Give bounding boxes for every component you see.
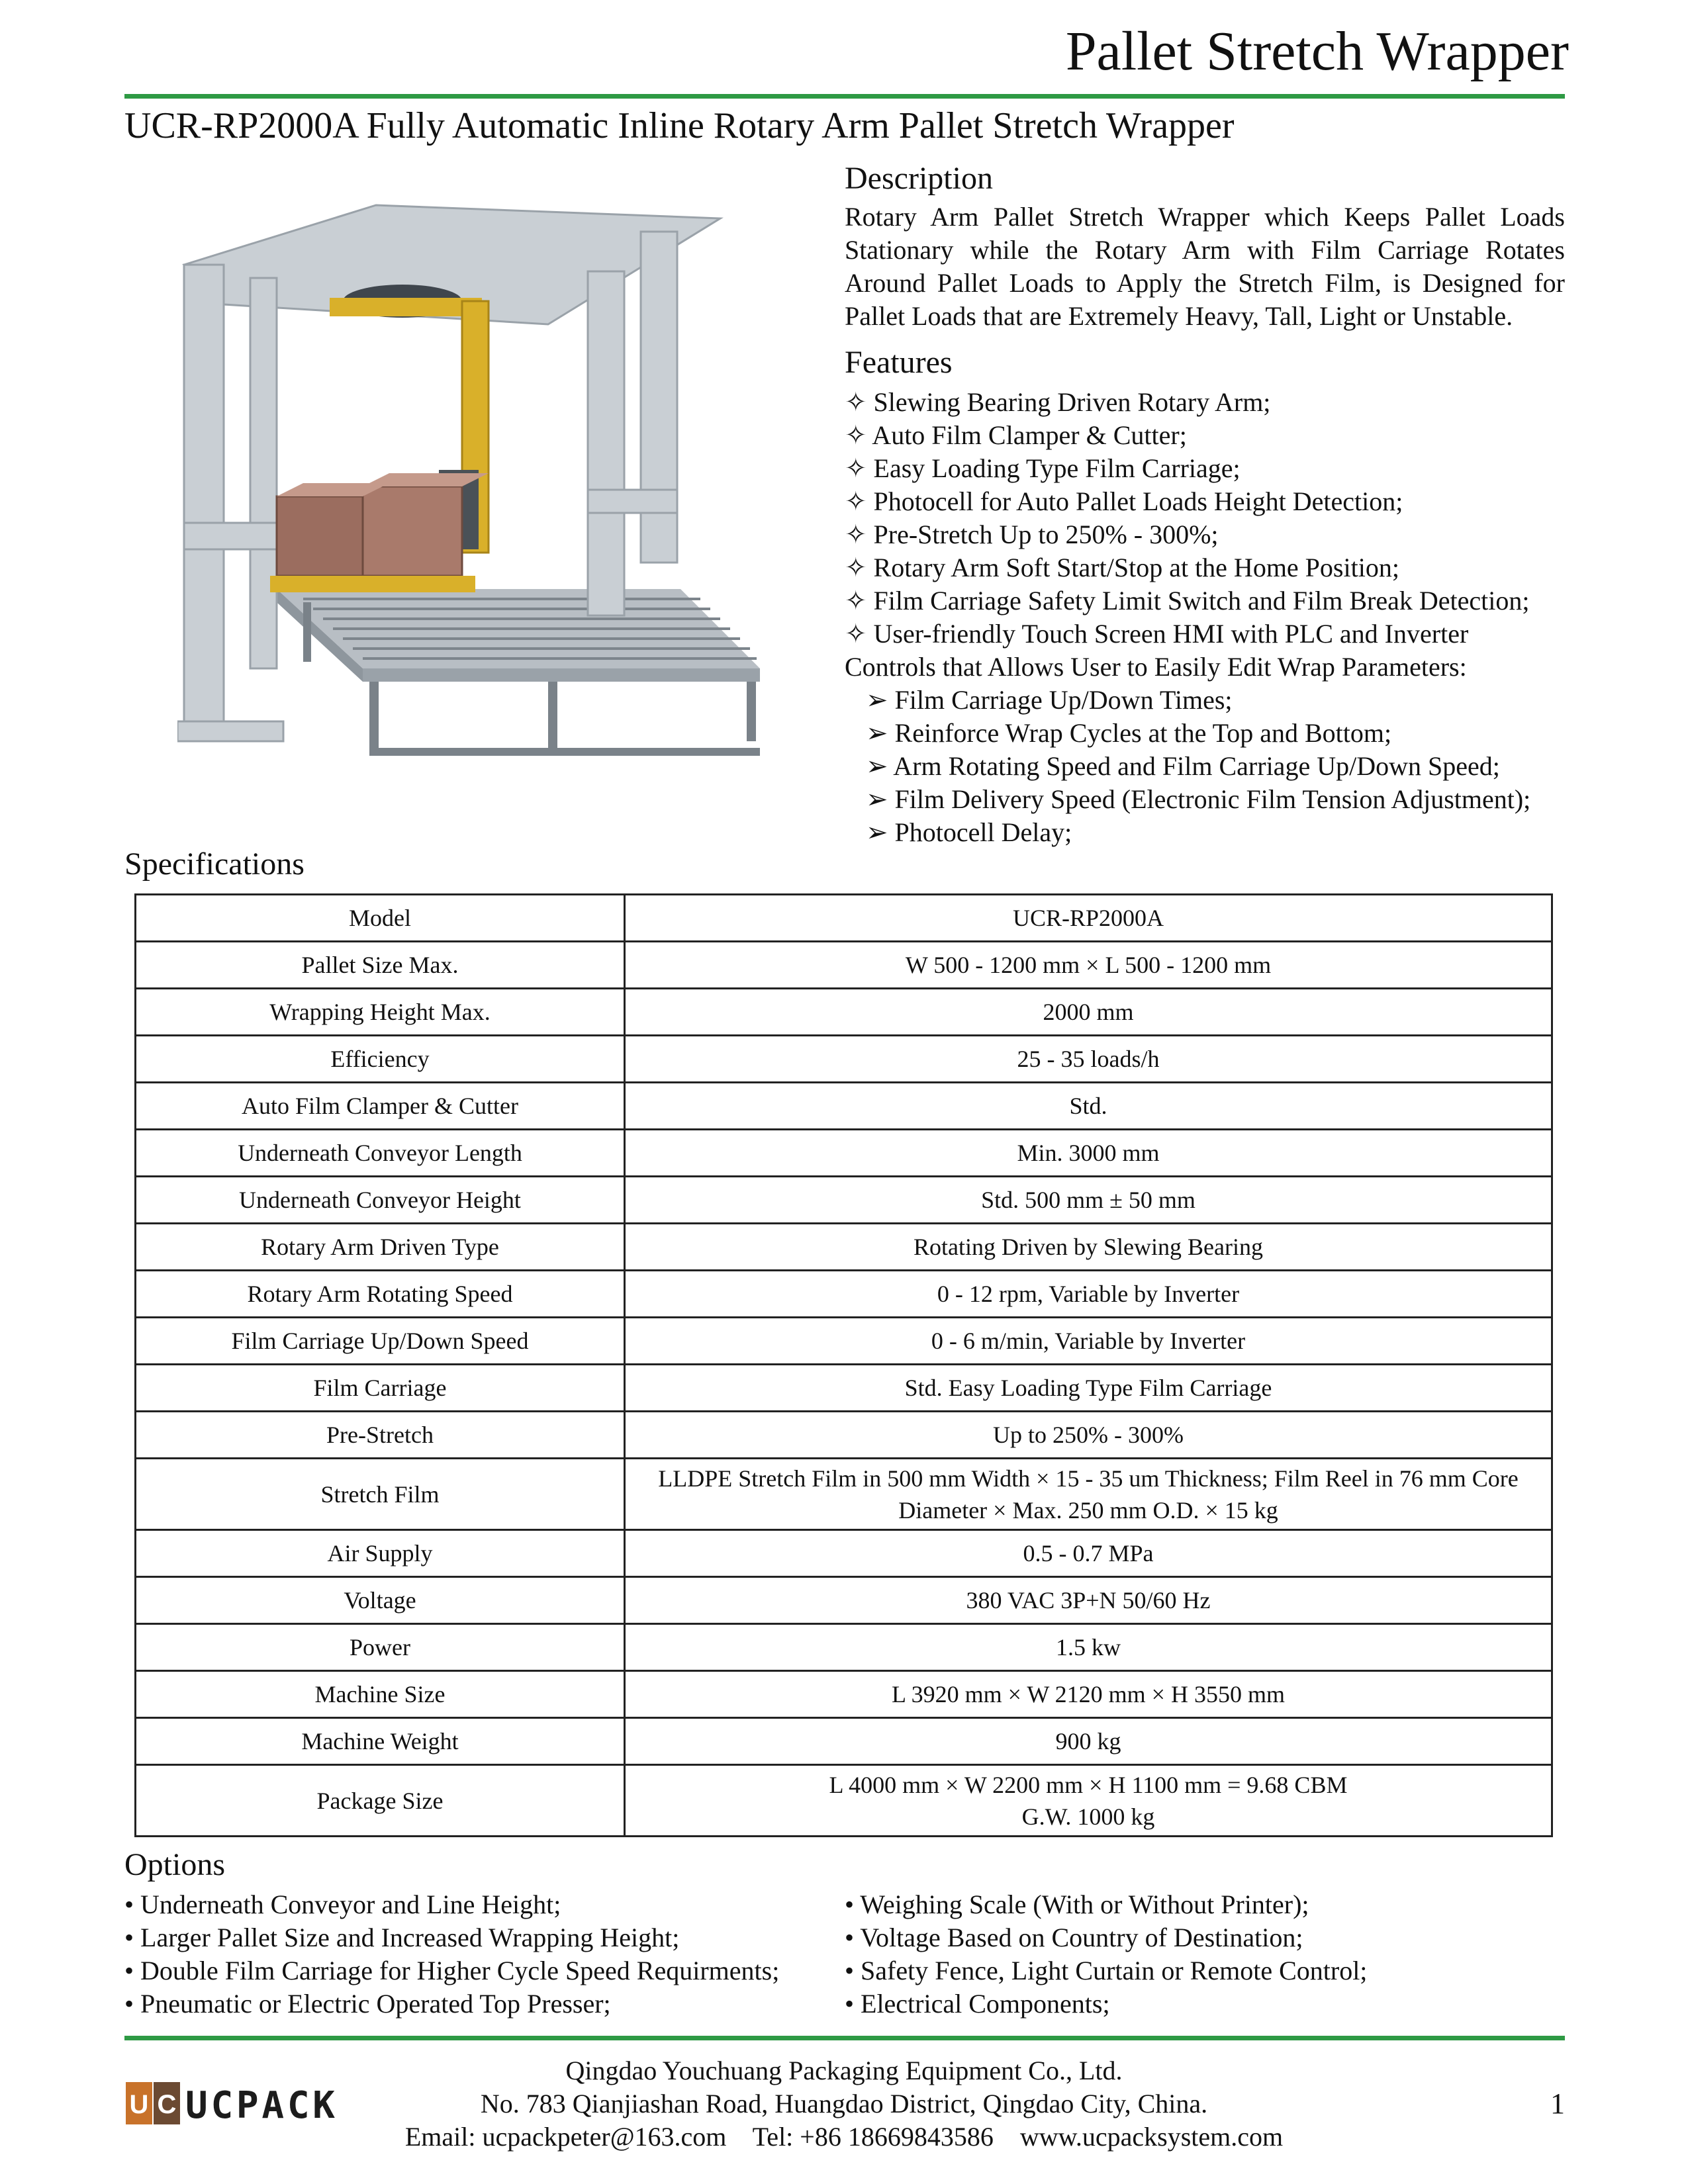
spec-value: Min. 3000 mm [625,1130,1552,1177]
spec-value: W 500 - 1200 mm × L 500 - 1200 mm [625,942,1552,989]
features-heading: Features [845,345,953,380]
feature-sub-item: ➢ Photocell Delay; [866,817,1072,847]
option-item: • Weighing Scale (With or Without Printer); [845,1889,1309,1919]
spec-key: Pre-Stretch [136,1412,625,1459]
table-row [136,1036,1552,1083]
feature-item: ✧ Slewing Bearing Driven Rotary Arm; [845,387,1271,417]
spec-value: 380 VAC 3P+N 50/60 Hz [625,1577,1552,1624]
header-rule [124,94,1565,99]
spec-key: Auto Film Clamper & Cutter [136,1083,625,1130]
table-row [136,1318,1552,1365]
logo-wordmark: UCPACK [185,2084,335,2127]
spec-value: Std. [625,1083,1552,1130]
description-text: Rotary Arm Pallet Stretch Wrapper which Keeps Pallet Loads Stationary while the Rotary Arm with Film Carriage Rotates Around Pallet Loads to Apply the Stretch Film, is Designed for Pallet Loads that are Extremely Heavy, Tall, Light or Unstable. [845,202,1565,331]
table-row [136,1365,1552,1412]
spec-key: Voltage [136,1577,625,1624]
spec-value: L 3920 mm × W 2120 mm × H 3550 mm [625,1671,1552,1718]
feature-sub-item: ➢ Film Carriage Up/Down Times; [866,685,1233,715]
logo-letter-c: C [157,2090,177,2119]
spec-key: Film Carriage Up/Down Speed [136,1318,625,1365]
logo-letter-u: U [129,2090,149,2119]
spec-key: Model [136,895,625,942]
footer-rule [124,2036,1565,2040]
table-row [136,1765,1552,1837]
feature-item: ✧ Easy Loading Type Film Carriage; [845,453,1241,483]
ucpack-logo [126,2078,338,2128]
spec-value: UCR-RP2000A [625,895,1552,942]
spec-key: Rotary Arm Driven Type [136,1224,625,1271]
table-row [136,1224,1552,1271]
spec-key: Rotary Arm Rotating Speed [136,1271,625,1318]
table-row [136,1130,1552,1177]
table-row [136,1624,1552,1671]
table-row [136,1671,1552,1718]
feature-item: ✧ User-friendly Touch Screen HMI with PLC and Inverter [845,619,1469,649]
spec-table [134,893,1553,1837]
spec-key: Machine Weight [136,1718,625,1765]
footer-company: Qingdao Youchuang Packaging Equipment Co., Ltd. [565,2056,1123,2085]
spec-value-line: L 4000 mm × W 2200 mm × H 1100 mm = 9.68 CBM [829,1771,1348,1798]
feature-sub-item: ➢ Film Delivery Speed (Electronic Film Tension Adjustment); [866,784,1531,814]
specifications-heading: Specifications [124,846,305,882]
spec-value: 25 - 35 loads/h [625,1036,1552,1083]
spec-value: 900 kg [625,1718,1552,1765]
feature-item: ✧ Pre-Stretch Up to 250% - 300%; [845,520,1219,549]
machine-image [177,192,800,788]
table-row [136,1083,1552,1130]
table-row [136,942,1552,989]
option-item: • Electrical Components; [845,1989,1110,2019]
spec-key: Underneath Conveyor Length [136,1130,625,1177]
spec-key: Film Carriage [136,1365,625,1412]
spec-value: Std. 500 mm ± 50 mm [625,1177,1552,1224]
spec-value-line: LLDPE Stretch Film in 500 mm Width × 15 - 35 um Thickness; Film Reel in 76 mm Core [658,1465,1519,1492]
spec-value: Rotating Driven by Slewing Bearing [625,1224,1552,1271]
footer-address: No. 783 Qianjiashan Road, Huangdao District, Qingdao City, China. [480,2089,1208,2118]
option-item: • Safety Fence, Light Curtain or Remote Control; [845,1956,1368,1985]
table-row [136,989,1552,1036]
spec-value: 0.5 - 0.7 MPa [625,1530,1552,1577]
feature-item: ✧ Rotary Arm Soft Start/Stop at the Home Position; [845,553,1399,582]
spec-value [625,1765,1552,1837]
table-row [136,1577,1552,1624]
table-row [136,1412,1552,1459]
option-item: • Pneumatic or Electric Operated Top Presser; [124,1989,611,2019]
option-item: • Larger Pallet Size and Increased Wrapping Height; [124,1923,680,1952]
spec-value: 0 - 6 m/min, Variable by Inverter [625,1318,1552,1365]
spec-key: Air Supply [136,1530,625,1577]
spec-key: Machine Size [136,1671,625,1718]
spec-value: 1.5 kw [625,1624,1552,1671]
spec-value: 2000 mm [625,989,1552,1036]
spec-key: Pallet Size Max. [136,942,625,989]
options-left-list [124,1888,779,2021]
spec-key: Stretch Film [136,1459,625,1530]
spec-key: Wrapping Height Max. [136,989,625,1036]
option-item: • Underneath Conveyor and Line Height; [124,1889,561,1919]
spec-key: Underneath Conveyor Height [136,1177,625,1224]
spec-key: Package Size [136,1765,625,1837]
description-heading: Description [845,161,993,196]
spec-key: Power [136,1624,625,1671]
table-row [136,1459,1552,1530]
feature-item: ✧ Film Carriage Safety Limit Switch and Film Break Detection; [845,586,1530,615]
spec-value: Up to 250% - 300% [625,1412,1552,1459]
pallet-loads [270,473,489,592]
spec-value-line: Diameter × Max. 250 mm O.D. × 15 kg [898,1496,1278,1524]
spec-value: Std. Easy Loading Type Film Carriage [625,1365,1552,1412]
options-heading: Options [124,1847,226,1882]
footer-contact: Email: ucpackpeter@163.com Tel: +86 18669843586 www.ucpacksystem.com [404,2122,1284,2152]
roller-conveyor [277,589,760,756]
feature-item: Controls that Allows User to Easily Edit Wrap Parameters: [845,652,1467,682]
table-row [136,895,1552,942]
option-item: • Double Film Carriage for Higher Cycle Speed Requirments; [124,1956,780,1985]
feature-sub-item: ➢ Reinforce Wrap Cycles at the Top and Bottom; [866,718,1392,748]
spec-value [625,1459,1552,1530]
page-number: 1 [1550,2087,1565,2120]
table-row [136,1177,1552,1224]
table-row [136,1271,1552,1318]
features-list [845,386,1586,849]
option-item: • Voltage Based on Country of Destination; [845,1923,1303,1952]
page-title: Pallet Stretch Wrapper [1065,21,1569,82]
options-right-list [845,1888,1367,2021]
feature-sub-item: ➢ Arm Rotating Speed and Film Carriage Up/Down Speed; [866,751,1500,781]
spec-key: Efficiency [136,1036,625,1083]
spec-value: 0 - 12 rpm, Variable by Inverter [625,1271,1552,1318]
table-row [136,1718,1552,1765]
table-row [136,1530,1552,1577]
product-title: UCR-RP2000A Fully Automatic Inline Rotary Arm Pallet Stretch Wrapper [124,105,1235,146]
feature-item: ✧ Photocell for Auto Pallet Loads Height Detection; [845,486,1403,516]
spec-value-line: G.W. 1000 kg [1021,1803,1155,1830]
feature-item: ✧ Auto Film Clamper & Cutter; [845,420,1187,450]
